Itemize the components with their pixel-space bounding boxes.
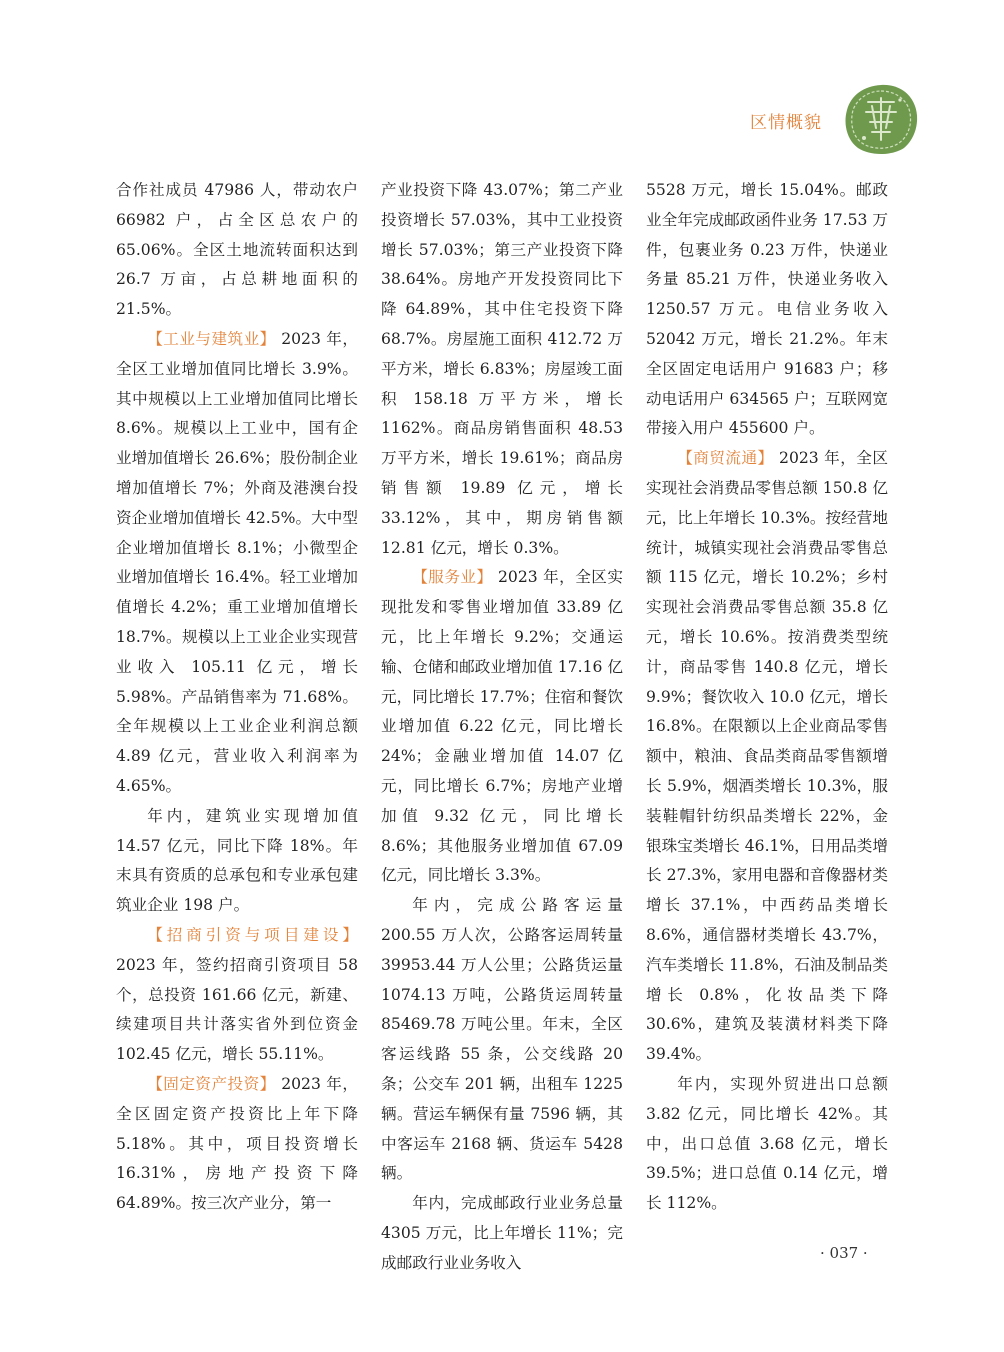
paragraph-construction: 年内，建筑业实现增加值 14.57 亿元，同比下降 18%。年末具有资质的总承包和专业承包建筑业企业 198 户。 (116, 806, 358, 915)
text-service: 2023 年，全区实现批发和零售业增加值 33.89 亿元，比上年增长 9.2%；交通运输、仓储和邮政业增加值 17.16 亿元，同比增长 17.7%；住宿和餐饮业增加值 6.22 亿元，同比增长 24%；金融业增加值 14.07 亿元，同比增长 6.7%；房地产业增加值 9.32 亿元，同比增长 8.6%；其他服务业增加值 67.09 亿元，同比增长 3.3%。 (381, 568, 623, 885)
text-fixed-assets: 2023 年，全区固定资产投资比上年下降 5.18%。其中，项目投资增长 16.31%，房地产投资下降 64.89%。按三次产业分，第一 (116, 1074, 358, 1213)
text-trade: 2023 年，全区实现社会消费品零售总额 150.8 亿元，比上年增长 10.3%。按经营地统计，城镇实现社会消费品零售总额 115 亿元，增长 10.2%；乡村实现社会消费品零售总额 35.8 亿元，增长 10.6%。按消费类型统计，商品零售 140.8 亿元，增长 9.9%；餐饮收入 10.0 亿元，增长 16.8%。在限额以上企业商品零售额中，粮油、食品类商品零售额增长 5.9%，烟酒类增长 10.3%，服装鞋帽针纺织品类增长 22%，金银珠宝类增长 46.1%，日用品类增长 27.3%，家用电器和音像器材类增长 37.1%，中西药品类增长 8.6%，通信器材类增长 43.7%，汽车类增长 11.8%，石油及制品类增长 0.8%，化妆品类下降 30.6%，建筑及装潢材料类下降 39.4%。 (646, 449, 888, 1064)
text-investment: 2023 年，签约招商引资项目 58 个，总投资 161.66 亿元，新建、续建项目共计落实省外到位资金 102.45 亿元，增长 55.11%。 (116, 955, 358, 1064)
paragraph-transport: 年内，完成公路客运量 200.55 万人次，公路客运周转量 39953.44 万人公里；公路货运量 1074.13 万吨，公路货运周转量 85469.78 万吨公里。年末，全区客运线路 55 条，公交线路 20 条；公交车 201 辆，出租车 1225 辆。营运车辆保有量 7596 辆，其中客运车 2168 辆、货运车 5428 辆。 (381, 896, 623, 1183)
paragraph-postal: 年内，完成邮政行业业务总量 4305 万元，比上年增长 11%；完成邮政行业业务收入 (381, 1194, 623, 1272)
paragraph-real-estate: 产业投资下降 43.07%；第二产业投资增长 57.03%，其中工业投资增长 57.03%；第三产业投资下降 38.64%。房地产开发投资同比下降 64.89%，其中住宅投资下降 68.7%。房屋施工面积 412.72 万平方米，增长 6.83%；房屋竣工面积 158.18 万平方米，增长 1162%。商品房销售面积 48.53 万平方米，增长 19.61%；商品房销售额 19.89 亿元，增长 33.12%，其中，期房销售额 12.81 亿元，增长 0.3%。 (381, 181, 623, 557)
heading-investment: 【招商引资与项目建设】 (147, 925, 358, 944)
paragraph-export: 年内，实现外贸进出口总额 3.82 亿元，同比增长 42%。其中，出口总值 3.68 亿元，增长 39.5%；进口总值 0.14 亿元，增长 112%。 (646, 1074, 888, 1213)
paragraph-cooperative: 合作社成员 47986 人，带动农户 66982 户，占全区总农户的 65.06%。全区土地流转面积达到 26.7 万亩，占总耕地面积的 21.5%。 (116, 181, 358, 319)
heading-service: 【服务业】 (412, 568, 493, 587)
page-number: · 037 · (820, 1244, 868, 1262)
text-column-3 (646, 176, 888, 1219)
paragraph-trade (646, 444, 888, 1070)
heading-fixed-assets: 【固定资产投资】 (147, 1074, 276, 1093)
paragraph-fixed-assets (116, 1070, 358, 1219)
text-industry: 2023 年，全区工业增加值同比增长 3.9%。其中规模以上工业增加值同比增长 8.6%。规模以上工业中，国有企业增加值增长 26.6%；股份制企业增加值增长 7%；外商及港澳台投资企业增加值增长 42.5%。大中型企业增加值增长 8.1%；小微型企业增加值增长 16.4%。轻工业增加值增长 4.2%；重工业增加值增长 18.7%。规模以上工业企业实现营业收入 105.11 亿元，增长 5.98%。产品销售率为 71.68%。全年规模以上工业企业利润总额 4.89 亿元，营业收入利润率为 4.65%。 (116, 329, 358, 795)
paragraph-telecom: 5528 万元，增长 15.04%。邮政业全年完成邮政函件业务 17.53 万件，包裹业务 0.23 万件，快递业务量 85.21 万件，快递业务收入 1250.57 万元。电信业务收入 52042 万元，增长 21.2%。年末全区固定电话用户 91683 户；移动电话用户 634565 户；互联网宽带接入用户 455600 户。 (646, 181, 888, 438)
text-column-1 (116, 176, 358, 1219)
heading-industry: 【工业与建筑业】 (147, 329, 276, 348)
paragraph-industry (116, 325, 358, 802)
text-column-2 (381, 176, 623, 1278)
paragraph-service (381, 563, 623, 891)
heading-trade: 【商贸流通】 (677, 449, 774, 468)
paragraph-investment (116, 921, 358, 1070)
section-title: 区情概貌 (750, 113, 822, 133)
green-seal-stamp-icon (842, 82, 920, 156)
